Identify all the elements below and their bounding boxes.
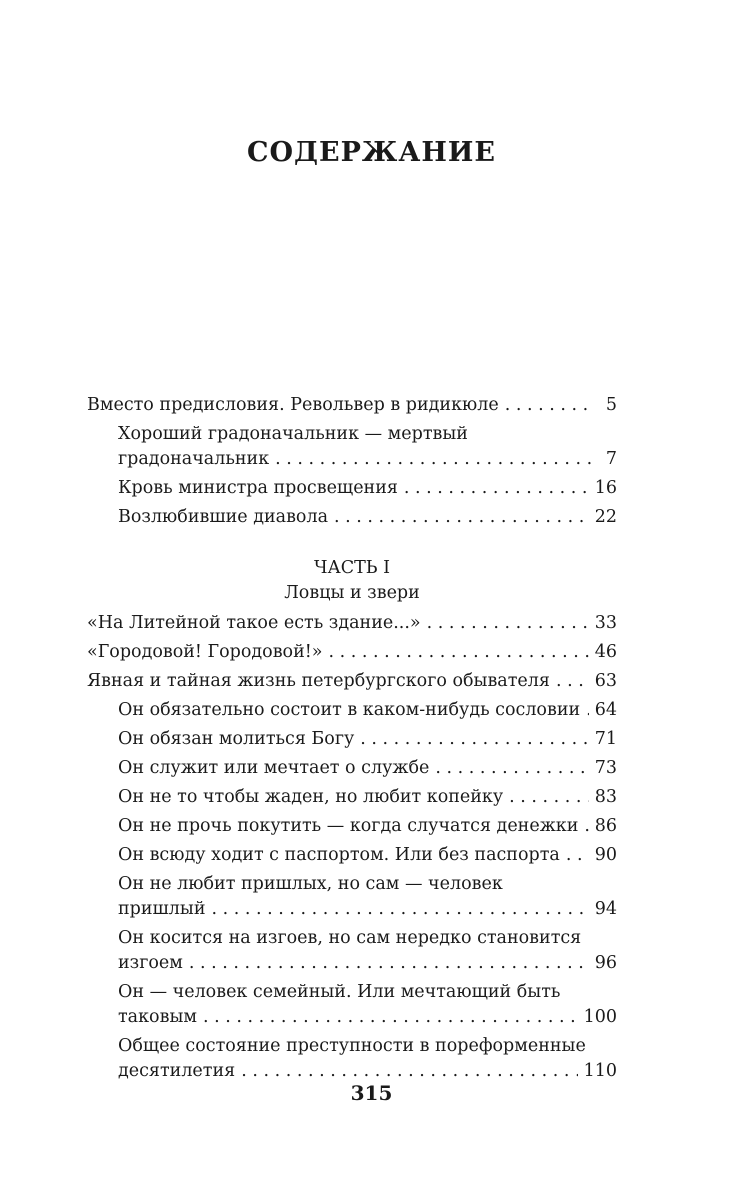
dot-leader — [212, 897, 589, 922]
toc-entry-page: 22 — [594, 507, 617, 527]
toc-entry-page: 100 — [583, 1007, 617, 1027]
dot-leader — [435, 756, 588, 781]
dot-leader — [404, 476, 589, 501]
toc-entry-title: изгоем — [118, 953, 183, 973]
toc-entry-title: Он обязан молиться Богу — [118, 729, 355, 749]
toc-entry — [87, 1034, 617, 1084]
dot-leader — [584, 814, 588, 839]
dot-leader — [203, 1005, 578, 1030]
toc-entry-text-line: Хороший градоначальник — мертвый — [118, 424, 468, 444]
page-title: СОДЕРЖАНИЕ — [247, 137, 496, 168]
toc-entry-page: 63 — [594, 671, 617, 691]
toc-entry — [87, 980, 617, 1030]
toc-entry-page: 90 — [594, 845, 617, 865]
dot-leader — [360, 727, 588, 752]
toc-entry-page: 94 — [594, 899, 617, 919]
toc-entry-title: Он не то чтобы жаден, но любит копейку — [118, 787, 504, 807]
toc-entry-page: 7 — [605, 449, 617, 469]
toc-entry-title: пришлый — [118, 899, 206, 919]
dot-leader — [427, 611, 589, 636]
preface-section — [87, 393, 617, 530]
toc-entry-text-line: Он — человек семейный. Или мечтающий быть — [118, 982, 561, 1002]
page-number: 315 — [350, 1081, 393, 1105]
toc-entry — [87, 926, 617, 976]
toc-entry — [87, 640, 617, 665]
toc-entry-text-line: Он не любит пришлых, но сам — человек — [118, 874, 503, 894]
toc-entry-title: Явная и тайная жизнь петербургского обывателя — [87, 671, 550, 691]
dot-leader — [334, 505, 589, 530]
toc-entry-title: Он обязательно состоит в каком-нибудь сословии — [118, 700, 581, 720]
toc-entry-page: 64 — [594, 700, 617, 720]
toc-entry-title: Возлюбившие диавола — [118, 507, 329, 527]
toc-entry — [87, 727, 617, 752]
dot-leader — [509, 785, 589, 810]
toc-entry-page: 86 — [594, 816, 617, 836]
toc-entry — [87, 872, 617, 922]
dot-leader — [556, 669, 589, 694]
dot-leader — [329, 640, 589, 665]
toc-entry-page: 71 — [594, 729, 617, 749]
toc-entry-title: Он не прочь покутить — когда случатся денежки — [118, 816, 579, 836]
toc-entry-page: 73 — [594, 758, 617, 778]
toc-entry-title: «На Литейной такое есть здание...» — [87, 613, 421, 633]
toc-entry-title: «Городовой! Городовой!» — [87, 642, 323, 662]
toc-entry-title: градоначальник — [118, 449, 270, 469]
toc-entry-page: 33 — [594, 613, 617, 633]
part-heading — [87, 556, 617, 606]
toc-entry — [87, 393, 617, 418]
toc-entry-title: десятилетия — [118, 1061, 236, 1081]
toc-entry — [87, 843, 617, 868]
toc-entry-text-line: Он косится на изгоев, но сам нередко становится — [118, 928, 582, 948]
toc-entry-title: Вместо предисловия. Револьвер в ридикюле — [87, 395, 499, 415]
toc-entry-title: Он всюду ходит с паспортом. Или без паспорта — [118, 845, 560, 865]
toc-entry-page: 96 — [594, 953, 617, 973]
toc-entry-page: 16 — [594, 478, 617, 498]
toc-entry-page: 83 — [594, 787, 617, 807]
toc-entry-page: 110 — [583, 1061, 617, 1081]
part-subtitle: Ловцы и звери — [284, 583, 420, 603]
toc-entry-title: таковым — [118, 1007, 197, 1027]
toc-entry — [87, 756, 617, 781]
toc-entry-text-line: Общее состояние преступности в пореформенные — [118, 1036, 586, 1056]
toc-entry — [87, 422, 617, 472]
toc-entry-title: Кровь министра просвещения — [118, 478, 398, 498]
toc-entry — [87, 698, 617, 723]
dot-leader — [275, 447, 593, 472]
toc-entry — [87, 814, 617, 839]
toc-entry — [87, 669, 617, 694]
dot-leader — [566, 843, 589, 868]
toc-entry — [87, 785, 617, 810]
toc-entry-page: 5 — [605, 395, 617, 415]
table-of-contents — [87, 393, 617, 1088]
toc-entry-title: Он служит или мечтает о службе — [118, 758, 430, 778]
toc-entry — [87, 505, 617, 530]
part-label: ЧАСТЬ I — [313, 558, 391, 578]
dot-leader — [505, 393, 593, 418]
toc-entry — [87, 476, 617, 501]
dot-leader — [189, 951, 589, 976]
part-section — [87, 611, 617, 1084]
toc-entry-page: 46 — [594, 642, 617, 662]
toc-entry — [87, 611, 617, 636]
dot-leader — [586, 698, 589, 723]
